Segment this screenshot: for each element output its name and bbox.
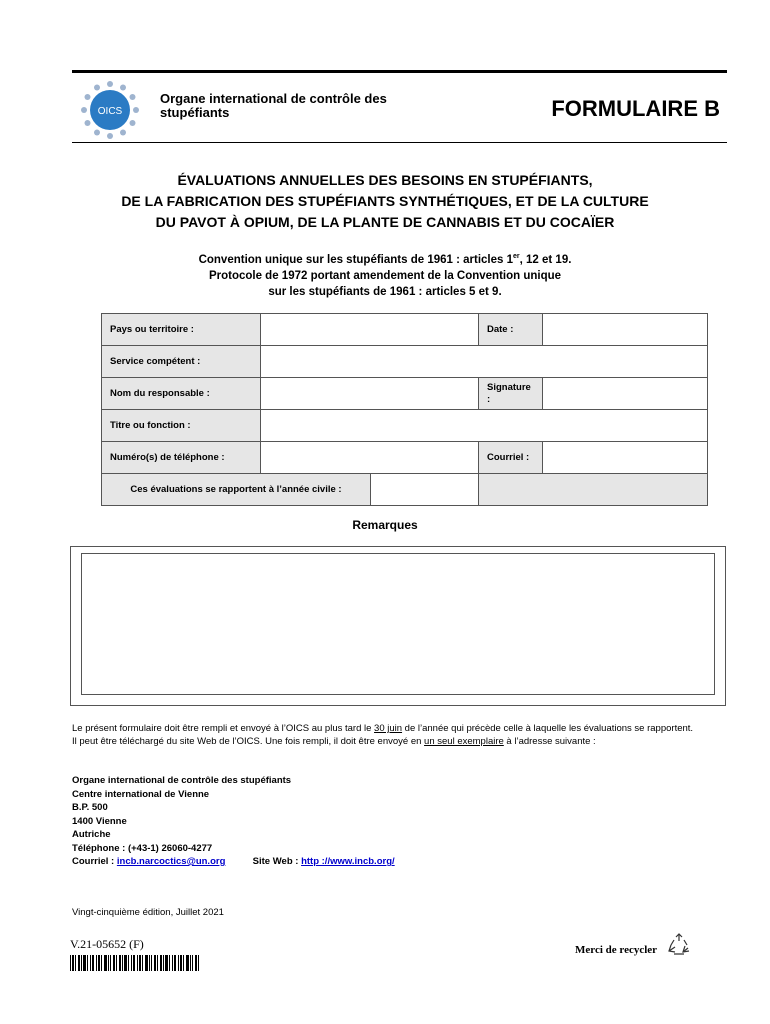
remarks-field[interactable] (81, 553, 715, 695)
address-web-label: Site Web : (252, 856, 302, 867)
address-line: B.P. 500 (72, 802, 108, 813)
subtitle-line-3: sur les stupéfiants de 1961 : articles 5 et 9. (268, 285, 502, 298)
title-line-1: ÉVALUATIONS ANNUELLES DES BESOINS EN STUPÉFIANTS, (177, 172, 593, 188)
manager-field[interactable] (261, 378, 479, 410)
notice-single-copy: un seul exemplaire (424, 736, 504, 747)
year-filler (479, 474, 708, 506)
oics-logo (80, 80, 140, 140)
edition-note: Vingt-cinquième édition, Juillet 2021 (72, 907, 224, 918)
document-title (80, 170, 690, 233)
manager-label: Nom du responsable : (102, 378, 261, 410)
subtitle-line-1-post: , 12 et 19. (519, 253, 572, 266)
notice-p1-post: de l’année qui précède celle à laquelle les évaluations se rapportent. (402, 723, 694, 734)
title-function-field[interactable] (261, 410, 708, 442)
notice-text (72, 722, 722, 748)
recycle-icon (667, 933, 691, 957)
title-function-label: Titre ou fonction : (102, 410, 261, 442)
phone-field[interactable] (261, 442, 479, 474)
table-row (102, 442, 708, 474)
notice-deadline: 30 juin (374, 723, 403, 734)
top-rule (72, 70, 727, 73)
remarks-box (70, 546, 726, 706)
table-row (102, 410, 708, 442)
notice-p2-pre: Il peut être téléchargé du site Web de l’OICS. Une fois rempli, il doit être envoyé en (72, 736, 425, 747)
title-line-3: DU PAVOT À OPIUM, DE LA PLANTE DE CANNABIS ET DU COCAÏER (155, 214, 615, 230)
form-title: FORMULAIRE B (551, 96, 720, 121)
notice-p1-pre: Le présent formulaire doit être rempli et envoyé à l’OICS au plus tard le (72, 723, 375, 734)
identification-table (101, 313, 708, 506)
table-row (102, 378, 708, 410)
title-line-2: DE LA FABRICATION DES STUPÉFIANTS SYNTHÉTIQUES, ET DE LA CULTURE (121, 193, 649, 209)
header-bottom-rule (72, 142, 727, 143)
email-label: Courriel : (479, 442, 543, 474)
year-label: Ces évaluations se rapportent à l’année civile : (102, 474, 371, 506)
email-link[interactable]: incb.narcoctics@un.org (116, 856, 226, 867)
logo-text: OICS (97, 106, 123, 117)
table-row (102, 346, 708, 378)
address-email-label: Courriel : (72, 856, 117, 867)
subtitle-line-2: Protocole de 1972 portant amendement de la Convention unique (208, 269, 562, 282)
barcode (70, 955, 200, 971)
address-contact-line (72, 855, 722, 869)
address-line: 1400 Vienne (72, 815, 127, 827)
date-field[interactable] (543, 314, 708, 346)
year-field[interactable] (371, 474, 479, 506)
email-field[interactable] (543, 442, 708, 474)
address-line: Autriche (72, 829, 111, 840)
subtitle-line-1-pre: Convention unique sur les stupéfiants de 1961 : articles 1 (198, 253, 513, 266)
postal-address (72, 774, 722, 869)
date-label: Date : (479, 314, 543, 346)
table-row (102, 314, 708, 346)
recycle-text: Merci de recycler (575, 944, 658, 956)
signature-label: Signature : (479, 378, 543, 410)
org-name: Organe international de contrôle des stupéfiants (160, 91, 387, 120)
notice-paragraph-2 (72, 735, 722, 748)
subtitle-line-1 (80, 249, 690, 268)
table-row (102, 474, 708, 506)
notice-p2-post: à l’adresse suivante : (503, 736, 596, 747)
website-link[interactable]: http ://www.incb.org/ (301, 856, 395, 867)
phone-label: Numéro(s) de téléphone : (102, 442, 261, 474)
signature-field[interactable] (543, 378, 708, 410)
document-code: V.21-05652 (F) (70, 937, 144, 951)
service-label: Service compétent : (102, 346, 261, 378)
service-field[interactable] (261, 346, 708, 378)
address-line: Organe international de contrôle des stupéfiants (72, 775, 292, 786)
address-phone: Téléphone : (+43-1) 26060-4277 (72, 842, 213, 854)
address-line: Centre international de Vienne (72, 788, 210, 800)
country-field[interactable] (261, 314, 479, 346)
document-subtitle (80, 249, 690, 300)
subtitle-sup: er (513, 253, 520, 260)
country-label: Pays ou territoire : (102, 314, 261, 346)
remarks-label: Remarques (352, 518, 418, 532)
notice-paragraph-1 (72, 722, 722, 735)
